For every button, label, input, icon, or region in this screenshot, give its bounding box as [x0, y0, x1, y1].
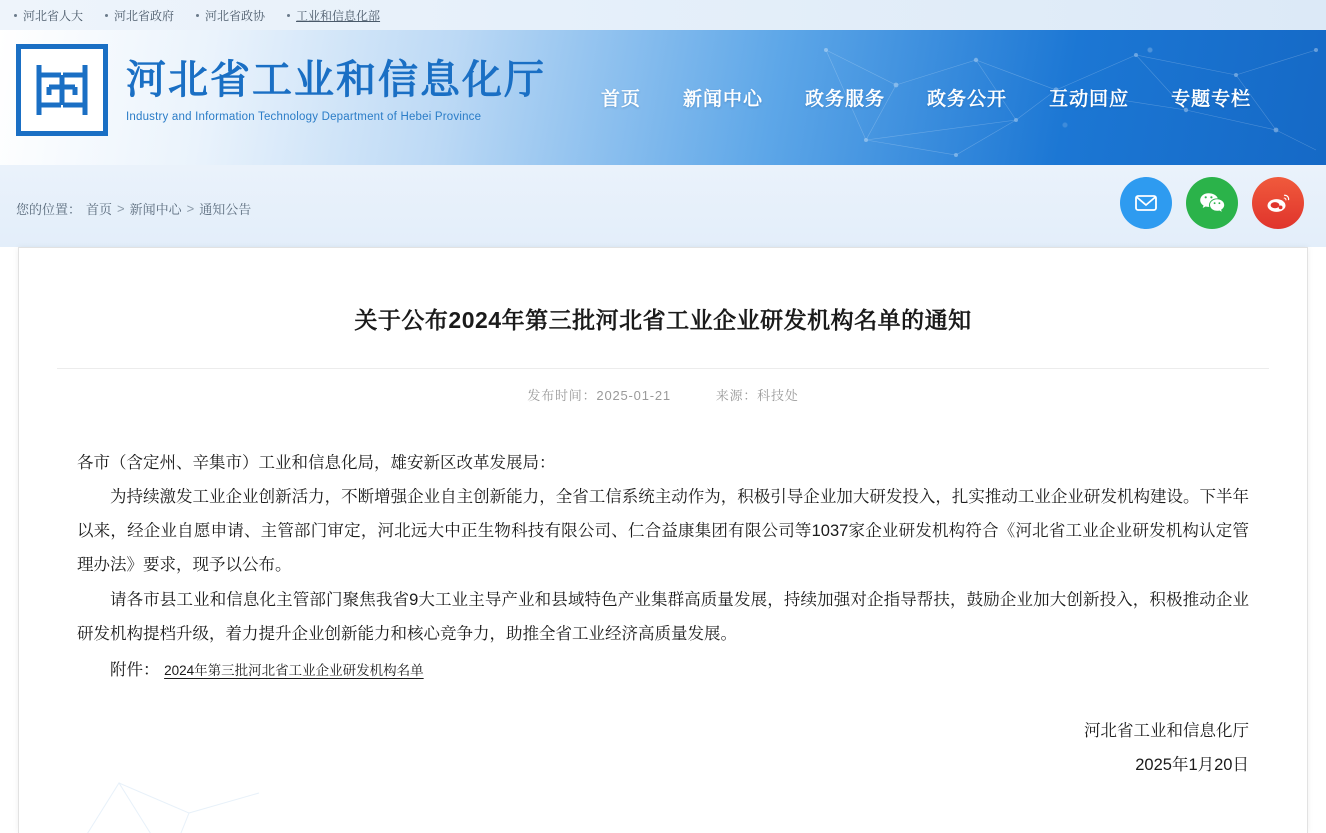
nav-item-disclosure[interactable]: 政务公开	[927, 89, 1008, 110]
bullet-icon	[14, 14, 17, 17]
nav-item-news[interactable]: 新闻中心	[683, 89, 764, 110]
nav-item-interaction[interactable]: 互动回应	[1049, 89, 1130, 110]
nav-item-services[interactable]: 政务服务	[805, 89, 886, 110]
wechat-icon[interactable]	[1186, 177, 1238, 229]
publish-label: 发布时间：	[527, 387, 597, 403]
social-share-group	[1120, 177, 1304, 229]
article-meta	[19, 385, 1307, 404]
site-logo[interactable]	[16, 44, 546, 136]
article-paragraph: 各市（含定州、辛集市）工业和信息化局，雄安新区改革发展局：	[77, 453, 556, 472]
bullet-icon	[287, 14, 290, 17]
signer-date: 2025年1月20日	[1135, 756, 1249, 775]
topbar-link-renda[interactable]	[14, 7, 97, 24]
page-title: 关于公布2024年第三批河北省工业企业研发机构名单的通知	[354, 307, 972, 333]
source-value: 科技处	[757, 387, 799, 403]
topbar-link-label: 工业和信息化部	[296, 8, 381, 23]
topbar-link-zhengfu[interactable]	[105, 7, 188, 24]
main-nav	[580, 30, 1272, 165]
weibo-icon[interactable]	[1252, 177, 1304, 229]
article-signoff	[77, 714, 1249, 783]
topbar-link-zhengxie[interactable]	[196, 7, 279, 24]
title-divider	[57, 368, 1269, 369]
topbar-link-label: 河北省人大	[23, 8, 84, 23]
breadcrumb-item-news[interactable]: 新闻中心	[129, 202, 182, 217]
breadcrumb-item-current: 通知公告	[199, 202, 252, 217]
mail-icon[interactable]	[1120, 177, 1172, 229]
bullet-icon	[196, 14, 199, 17]
logo-title-en: Industry and Information Technology Department of Hebei Province	[126, 111, 482, 123]
breadcrumb	[16, 199, 251, 218]
breadcrumb-separator: >	[186, 201, 195, 216]
source-label: 来源：	[715, 387, 758, 403]
breadcrumb-item-home[interactable]: 首页	[86, 202, 113, 217]
topbar-link-label: 河北省政协	[205, 8, 266, 23]
topbar-link-label: 河北省政府	[114, 8, 175, 23]
article-paragraph: 请各市县工业和信息化主管部门聚焦我省9大工业主导产业和县域特色产业集群高质量发展，持续加强对企指导帮扶，鼓励企业加大创新投入，积极推动企业研发机构提档升级，着力提升企业创新能力和核心竞争力，助推全省工业经济高质量发展。	[77, 590, 1249, 644]
site-header	[0, 30, 1326, 165]
attachment-row	[77, 653, 1249, 687]
logo-emblem-icon	[16, 44, 108, 136]
bullet-icon	[105, 14, 108, 17]
attachment-label: 附件：	[110, 661, 160, 680]
logo-title-cn: 河北省工业和信息化厅	[126, 58, 546, 102]
utility-topbar	[0, 0, 1326, 30]
signer-name: 河北省工业和信息化厅	[1084, 721, 1249, 740]
nav-item-home[interactable]: 首页	[601, 89, 642, 110]
article-body	[77, 446, 1249, 688]
nav-item-topics[interactable]: 专题专栏	[1171, 89, 1252, 110]
breadcrumb-bar	[0, 165, 1326, 247]
article-card	[18, 247, 1308, 833]
publish-date: 2025-01-21	[596, 387, 671, 403]
breadcrumb-prefix: 您的位置：	[16, 202, 82, 217]
topbar-link-miit[interactable]	[287, 7, 394, 24]
breadcrumb-separator: >	[117, 201, 125, 216]
article-paragraph: 为持续激发工业企业创新活力，不断增强企业自主创新能力，全省工信系统主动作为，积极引导企业加大研发投入，扎实推动工业企业研发机构建设。下半年以来，经企业自愿申请、主管部门审定，河北远大中正生物科技有限公司、仁合益康集团有限公司等1037家企业研发机构符合《河北省工业企业研发机构认定管理办法》要求，现予以公布。	[77, 487, 1249, 575]
attachment-link[interactable]: 2024年第三批河北省工业企业研发机构名单	[164, 663, 424, 679]
